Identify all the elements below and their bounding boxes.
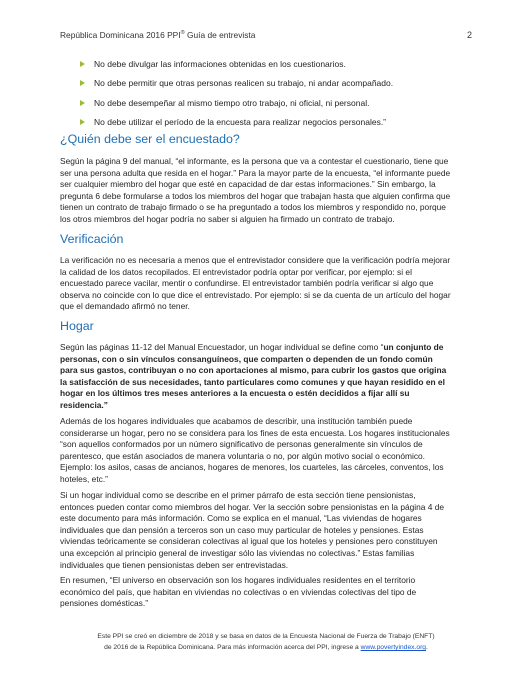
- povertyindex-link[interactable]: www.povertyindex.org: [360, 644, 427, 651]
- bullet-list: [80, 58, 480, 135]
- triangle-bullet-icon: [80, 100, 85, 106]
- heading-encuestado: ¿Quién debe ser el encuestado?: [60, 132, 240, 146]
- running-header: República Dominicana 2016 PPI® Guía de entrevista: [60, 30, 256, 40]
- list-item: No debe utilizar el período de la encuesta para realizar negocios personales.”: [80, 116, 480, 128]
- paragraph-hogar-definition: Según las páginas 11-12 del Manual Encuestador, un hogar individual se define como “un conjunto de personas, con o sin vínculos consanguíneos, que comparten o dependen de un fondo común para sus gastos, contribuyan o no con aportaciones al mismo, para cubrir los gastos que origina la satisfacción de sus necesidades, tanto particulares como comunes y que hayan residido en el hogar en los últimos tres meses anteriores a la encuesta o estén decididos a fijar allí su residencia.”: [60, 342, 447, 410]
- paragraph-encuestado: Según la página 9 del manual, “el informante, es la persona que va a contestar el cuestionario, tiene que ser una persona adulta que resida en el hogar.” Para la mayor parte de la encuesta, “el informante puede ser cualquier miembro del hogar que esté en capacidad de dar estas informaciones.” Sin embargo, la pregunta 6 debe formularse a todos los miembros del hogar que trabajan hasta que alguien confirma que tienen un contrato de trabajo firmado o se ha preguntado a todos los miembros y respondido no, porque los otros miembros del hogar podría no saber si alguien ha firmado un contrato de trabajo.: [60, 156, 451, 224]
- paragraph-hogar-resumen: En resumen, “El universo en observación son los hogares individuales residentes en el territorio económico del país, que habitan en viviendas no colectivas o en viviendas colectivas del tipo de pensiones domésticas.”: [60, 575, 417, 609]
- list-item: No debe divulgar las informaciones obtenidas en los cuestionarios.: [80, 58, 480, 70]
- triangle-bullet-icon: [80, 119, 85, 125]
- triangle-bullet-icon: [80, 80, 85, 86]
- page-number: 2: [466, 30, 472, 40]
- registered-mark: ®: [180, 30, 185, 37]
- triangle-bullet-icon: [80, 61, 85, 67]
- list-item: No debe desempeñar al mismo tiempo otro trabajo, ni oficial, ni personal.: [80, 97, 480, 109]
- heading-hogar: Hogar: [60, 319, 94, 333]
- paragraph-verificacion: La verificación no es necesaria a menos que el entrevistador considere que la verificación podría mejorar la calidad de los datos recopilados. El entrevistador podría optar por verificar, por ejemplo: si el encuestado parece vacilar, mentir o confundirse. El entrevistador también podría verificar si algo que observa no coincide con lo que dice el entrevistado. Por ejemplo: si se da cuenta de un artículo del hogar que el demandado afirmó no tener.: [60, 255, 451, 312]
- page-footer: Este PPI se creó en diciembre de 2018 y se basa en datos de la Encuesta Nacional de Fuerza de Trabajo (ENFT) de 2016 de la República Dominicana. Para más información acerca del PPI, ingrese a www.povertyindex.org.: [97, 633, 435, 651]
- heading-verificacion: Verificación: [60, 232, 124, 246]
- paragraph-hogar-pensionistas: Si un hogar individual como se describe en el primer párrafo de esta sección tiene pensionistas, entonces pueden contar como miembros del hogar. Ver la sección sobre pensionistas en la página 4 de este documento para más información. Como se explica en el manual, “Las viviendas de hogares individuales que dan pensión a terceros son un caso muy particular de hoteles y pensiones. Estas viviendas teóricamente se consideran colectivas al igual que los hoteles y pensiones pero constituyen una excepción al principio general de investigar sólo las viviendas no colectivas.” Estas familias individuales que tienen pensionistas deben ser entrevistadas.: [60, 490, 445, 570]
- paragraph-hogar-institucional: Además de los hogares individuales que acabamos de describir, una institución también puede considerarse un hogar, pero no se considera para los fines de esta encuesta. Los hogares institucionales “son aquellos conformados por un número significativo de personas generalmente sin vínculos de parentesco, que están asociados de manera voluntaria o no, por algún motivo social o económico. Ejemplo: los asilos, casas de ancianos, hogares de menores, los cuarteles, las cárceles, conventos, los hoteles, etc.”: [60, 416, 450, 484]
- list-item: No debe permitir que otras personas realicen su trabajo, ni andar acompañado.: [80, 77, 480, 89]
